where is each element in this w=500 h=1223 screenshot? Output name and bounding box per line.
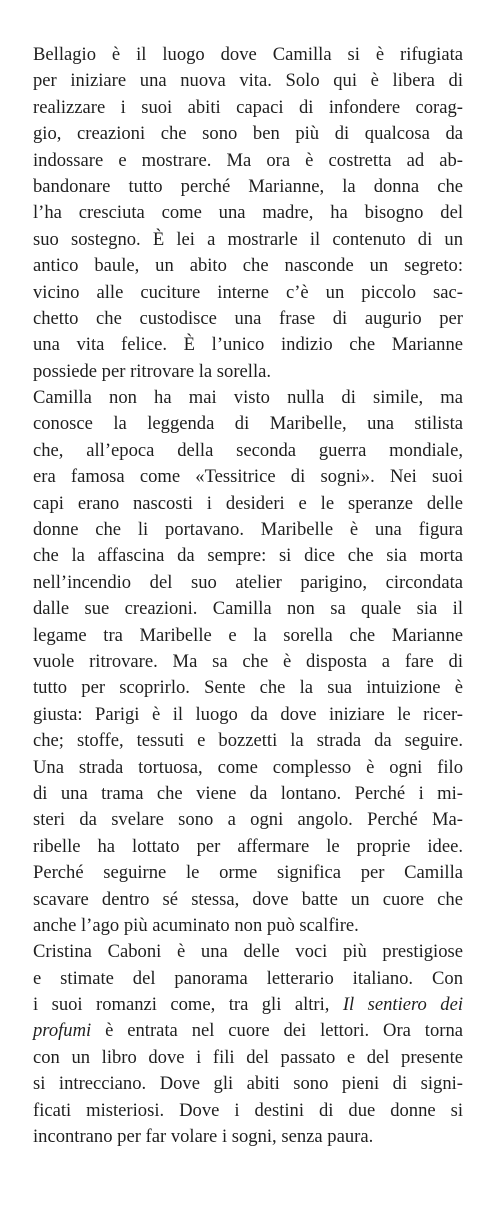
text-line: vuole ritrovare. Ma sa che è disposta a fare di <box>33 650 463 672</box>
text-line: dalle sue creazioni. Camilla non sa quale sia il <box>33 598 463 620</box>
paragraph-author-bio <box>33 939 463 1150</box>
text-line: anche l’ago più acuminato non può scalfire. <box>33 914 359 936</box>
back-cover-text <box>33 42 463 1150</box>
text-line: l’ha cresciuta come una madre, ha bisogno del <box>33 202 463 224</box>
text-line: ficati misteriosi. Dove i destini di due donne si <box>33 1099 463 1121</box>
text-line: una vita felice. È l’unico indizio che Marianne <box>33 334 463 356</box>
text-line: Cristina Caboni è una delle voci più prestigiose <box>33 941 463 963</box>
text-line: indossare e mostrare. Ma ora è costretta ad ab- <box>33 149 463 171</box>
text-line: scavare dentro sé stessa, dove batte un cuore che <box>33 888 463 910</box>
text-line: che la affascina da sempre: si dice che sia morta <box>33 545 463 567</box>
text-line: e stimate del panorama letterario italiano. Con <box>33 967 463 989</box>
text-line: Perché seguirne le orme significa per Camilla <box>33 862 463 884</box>
text-line-with-title <box>33 1018 463 1044</box>
text-line: conosce la leggenda di Maribelle, una stilista <box>33 413 463 435</box>
text-line: con un libro dove i fili del passato e del presente <box>33 1046 463 1068</box>
text-line: chetto che custodisce una frase di augurio per <box>33 307 463 329</box>
text-line: possiede per ritrovare la sorella. <box>33 360 272 382</box>
text-line: tutto per scoprirlo. Sente che la sua intuizione è <box>33 677 463 699</box>
text-line: legame tra Maribelle e la sorella che Marianne <box>33 624 463 646</box>
text-line: donne che li portavano. Maribelle è una figura <box>33 519 463 541</box>
text-line: che; stoffe, tessuti e bozzetti la strada da seguire. <box>33 730 463 752</box>
paragraph-synopsis-2 <box>33 385 463 939</box>
text-line: era famosa come «Tessitrice di sogni». Nei suoi <box>33 466 463 488</box>
text-line: ribelle ha lottato per affermare le proprie idee. <box>33 835 463 857</box>
text-line: realizzare i suoi abiti capaci di infondere corag- <box>33 96 463 118</box>
text-fragment: i suoi romanzi come, tra gli altri, <box>33 994 330 1016</box>
text-line: vicino alle cuciture interne c’è un piccolo sac- <box>33 281 463 303</box>
text-line: si intrecciano. Dove gli abiti sono pieni di signi- <box>33 1073 463 1095</box>
text-line: antico baule, un abito che nasconde un segreto: <box>33 255 463 277</box>
text-line: Bellagio è il luogo dove Camilla si è rifugiata <box>33 44 463 65</box>
text-line: Una strada tortuosa, come complesso è ogni filo <box>33 756 463 778</box>
text-line-with-title <box>33 992 463 1018</box>
text-line: che, all’epoca della seconda guerra mondiale, <box>33 439 463 461</box>
text-line: gio, creazioni che sono ben più di qualcosa da <box>33 123 463 145</box>
text-line: bandonare tutto perché Marianne, la donna che <box>33 175 463 197</box>
text-fragment: è entrata nel cuore dei lettori. Ora torna <box>91 1020 463 1042</box>
text-line: incontrano per far volare i sogni, senza paura. <box>33 1126 374 1148</box>
text-line: nell’incendio del suo atelier parigino, circondata <box>33 571 463 593</box>
text-line: steri da svelare sono a ogni angolo. Perché Ma- <box>33 809 463 831</box>
text-line: di una trama che viene da lontano. Perché i mi- <box>33 782 463 804</box>
book-title-italic-continued: profumi <box>33 1020 92 1042</box>
paragraph-synopsis-1 <box>33 42 463 385</box>
text-line: suo sostegno. È lei a mostrarle il contenuto di un <box>33 228 463 250</box>
text-line: capi erano nascosti i desideri e le speranze delle <box>33 492 463 514</box>
text-line: giusta: Parigi è il luogo da dove iniziare le ricer- <box>33 703 463 725</box>
text-line: Camilla non ha mai visto nulla di simile, ma <box>33 387 463 409</box>
book-title-italic: Il sentiero dei <box>342 994 463 1016</box>
text-line: per iniziare una nuova vita. Solo qui è libera di <box>33 70 463 92</box>
